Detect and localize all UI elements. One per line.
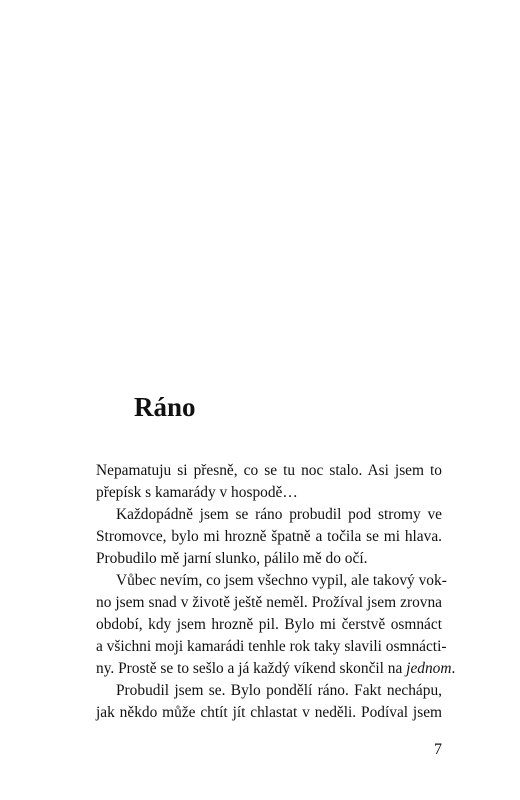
text-line: Probudilo mě jarní slunko, pálilo mě do očí. bbox=[96, 550, 368, 567]
body-text bbox=[96, 460, 456, 724]
emphasized-word: jednom bbox=[406, 660, 452, 677]
text-line: jak někdo může chtít jít chlastat v neděli. Podíval jsem bbox=[96, 704, 442, 721]
text-line: období, kdy jsem hrozně pil. Bylo mi čerstvě osmnáct bbox=[96, 616, 442, 633]
text-run: . bbox=[451, 660, 456, 677]
text-line: Každopádně jsem se ráno probudil pod stromy ve bbox=[116, 506, 442, 523]
text-line: a všichni moji kamarádi tenhle rok taky slavili osmnácti- bbox=[96, 638, 447, 655]
text-line: no jsem snad v životě ještě neměl. Prožíval jsem zrovna bbox=[96, 594, 442, 611]
text-line: přepísk s kamarády v hospodě… bbox=[96, 484, 298, 501]
text-line bbox=[96, 658, 456, 680]
text-line: Vůbec nevím, co jsem všechno vypil, ale takový vok- bbox=[116, 572, 447, 589]
text-line: Probudil jsem se. Bylo pondělí ráno. Fakt nechápu, bbox=[116, 682, 442, 699]
chapter-title: Ráno bbox=[134, 392, 196, 422]
text-line: Stromovce, bylo mi hrozně špatně a točila se mi hlava. bbox=[96, 528, 442, 545]
page-number: 7 bbox=[434, 741, 442, 758]
text-run: ny. Prostě se to sešlo a já každý víkend skončil na bbox=[96, 660, 407, 677]
text-line: Nepamatuju si přesně, co se tu noc stalo. Asi jsem to bbox=[96, 462, 442, 479]
